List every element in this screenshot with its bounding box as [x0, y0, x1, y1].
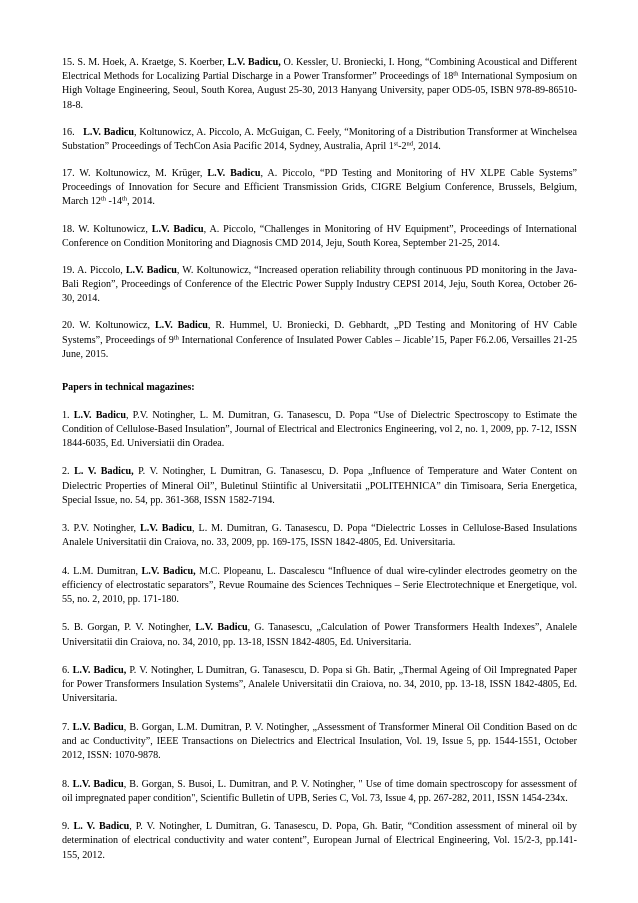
highlighted-author: L. V. Badicu: [73, 821, 130, 833]
entry-text: P.V. Notingher,: [69, 523, 141, 535]
highlighted-author: L.V. Badicu: [72, 778, 124, 790]
highlighted-author: L.V. Badicu,: [227, 57, 281, 68]
entry-text: , L. M. Dumitran, G. Tanasescu, D. Popa “Dielectric Losses in Cellulose-Based Insulations Analele Universitatii din Craiova, no. 33, 2009, pp. 169-175, ISSN 1842-4805, Ed. Universitaria.: [62, 523, 577, 549]
entry-text: L.M. Dumitran,: [69, 565, 142, 577]
document-page: [62, 56, 577, 877]
magazine-entry-6: [62, 664, 577, 707]
entry-number: 4.: [62, 565, 70, 577]
entry-text: , R. Hummel, U. Broniecki, D. Gebhardt, „PD Testing and Monitoring of HV Cable Systems”, Proceedings of 9: [62, 320, 577, 346]
entry-text: -2: [398, 140, 407, 152]
entry-number: 7.: [62, 721, 70, 733]
reference-entry-20: [62, 319, 577, 362]
entry-text: , B. Gorgan, S. Busoi, L. Dumitran, and P. V. Notingher, " Use of time domain spectroscopy for assessment of oil impregnated paper condition", Scientific Bulletin of UPB, Series C, Vol. 73, Issue 4, pp. 267-282, 2011, ISSN 1454-234x.: [62, 778, 577, 804]
ordinal-suffix: th: [122, 195, 128, 203]
ordinal-suffix: th: [100, 195, 107, 203]
ordinal-suffix: nd: [406, 140, 414, 148]
magazine-entry-1: [62, 409, 577, 452]
entry-text: W. Koltunowicz,: [74, 320, 155, 332]
reference-entry-18: [62, 223, 577, 251]
entry-text: , A. Piccolo, “Challenges in Monitoring of HV Equipment”, Proceedings of International Conference on Condition Monitoring and Diagnosis CMD 2014, Jeju, South Korea, September 21-25, 2014.: [62, 223, 577, 249]
entry-text: , P. V. Notingher, L Dumitran, G. Tanasescu, D. Popa, Gh. Batir, “Condition assessment of mineral oil by determination of electrical conductivity and water content”, European Jurnal of Electrical Engineering, Vol. 15/2-3, pp.141-155, 2012.: [62, 821, 577, 861]
entry-number: 20.: [62, 320, 75, 332]
highlighted-author: L.V. Badicu: [140, 523, 193, 535]
entry-number: 16.: [62, 126, 75, 138]
entry-text: S. M. Hoek, A. Kraetge, S. Koerber,: [74, 57, 228, 68]
magazine-entry-9: [62, 820, 577, 863]
entry-number: 15.: [62, 57, 75, 68]
magazine-entry-5: [62, 621, 577, 649]
magazine-entry-8: [62, 778, 577, 806]
highlighted-author: L.V. Badicu: [207, 168, 261, 179]
highlighted-author: L.V. Badicu: [72, 721, 124, 733]
entry-number: 19.: [62, 264, 75, 276]
highlighted-author: L.V. Badicu: [151, 223, 204, 235]
reference-entry-16: [62, 126, 577, 154]
ordinal-suffix: th: [173, 334, 179, 341]
entry-number: 5.: [62, 622, 70, 634]
entry-text: , Koltunowicz, A. Piccolo, A. McGuigan, C. Feely, “Monitoring of a Distribution Transformer at Winchelsea Substation” Proceedings of TechCon Asia Pacific 2014, Sydney, Australia, April 1: [62, 126, 578, 152]
magazine-entry-7: [62, 721, 577, 764]
entry-text: A. Piccolo,: [74, 264, 126, 276]
entry-text: International Conference of Insulated Power Cables – Jicable’15, Paper F6.2.06, Versailles 21-25 June, 2015.: [62, 334, 577, 360]
entry-number: 6.: [62, 665, 70, 677]
entry-text: , 2014.: [413, 140, 441, 152]
entry-text: , G. Tanasescu, „Calculation of Power Transformers Health Indexes”, Analele Universitatii din Craiova, no. 34, 2010, pp. 13-18, ISSN 1842-4805, Ed. Universitaria.: [62, 622, 577, 648]
highlighted-author: L. V. Badicu,: [74, 466, 134, 478]
magazine-list: [62, 409, 577, 863]
entry-text: W. Koltunowicz, M. Krüger,: [74, 168, 208, 179]
highlighted-author: L.V. Badicu,: [72, 665, 127, 677]
entry-number: 17.: [62, 168, 75, 179]
highlighted-author: L.V. Badicu,: [141, 565, 196, 577]
entry-number: 8.: [62, 778, 70, 790]
entry-text: B. Gorgan, P. V. Notingher,: [69, 622, 196, 634]
entry-number: 2.: [62, 466, 70, 478]
magazine-entry-3: [62, 522, 577, 550]
conference-list: [62, 56, 577, 362]
entry-text: International Symposium on High Voltage Engineering, Seoul, South Korea, August 25-30, 2013 Hanyang University, paper OD5-05, ISBN 978-89-86510-18-8.: [62, 71, 577, 111]
entry-text: [75, 127, 83, 138]
ordinal-suffix: th: [453, 70, 459, 78]
reference-entry-19: [62, 264, 577, 307]
highlighted-author: L.V. Badicu: [125, 264, 177, 276]
entry-text: P. V. Notingher, L Dumitran, G. Tanasescu, D. Popa „Influence of Temperature and Water Content on Dielectric Properties of Mineral Oil”, Buletinul Stiintific al Universitatii „POLITEHNICA” din Timisoara, Seria Energetica, Special Issue, no. 54, pp. 361-368, ISSN 1582-7194.: [62, 466, 577, 506]
entry-text: M.C. Plopeanu, L. Dascalescu “Influence of dual wire-cylinder electrodes geometry on the efficiency of electrostatic separators”, Revue Roumaine des Sciences Techniques – Serie Electrotechnique et Energetique, vol. 55, no. 2, 2010, pp. 171-180.: [62, 565, 577, 606]
entry-text: , P.V. Notingher, L. M. Dumitran, G. Tanasescu, D. Popa “Use of Dielectric Spectroscopy to Estimate the Condition of Cellulose-Based Insulation”, Journal of Electrical and Electronics Engineering, vol 2, no. 1, 2009, pp. 7-12, ISSN 1844-6035, Ed. Universiatii din Oradea.: [62, 409, 577, 449]
ordinal-suffix: st: [393, 140, 399, 148]
entry-number: 9.: [62, 821, 70, 833]
highlighted-author: L.V. Badicu: [195, 622, 248, 634]
entry-text: -14: [106, 196, 123, 208]
section-heading: Papers in technical magazines:: [62, 381, 195, 393]
entry-number: 3.: [62, 523, 70, 535]
entry-number: 18.: [62, 223, 75, 235]
magazine-entry-2: [62, 465, 577, 508]
entry-text: , W. Koltunowicz, “Increased operation reliability through continuous PD monitoring in the Java-Bali Region”, Proceedings of Conference of the Electric Power Supply Industry CEPSI 2014, Jeju, South Korea, October 26-30, 2014.: [62, 264, 577, 305]
reference-entry-17: [62, 167, 577, 210]
entry-text: W. Koltunowicz,: [74, 223, 152, 235]
highlighted-author: L.V. Badicu: [154, 320, 208, 332]
magazine-entry-4: [62, 565, 577, 608]
entry-number: 1.: [62, 409, 70, 421]
entry-text: P. V. Notingher, L Dumitran, G. Tanasescu, D. Popa si Gh. Batir, „Thermal Ageing of Oil Impregnated Paper for Power Transformers Insulation Systems”, Analele Universitatii din Craiova, no. 34, 2010, pp. 13-18, ISSN 1842-4805, Ed. Universitaria.: [62, 665, 577, 705]
entry-text: , 2014.: [127, 196, 155, 208]
highlighted-author: L.V. Badicu: [83, 126, 134, 138]
reference-entry-15: [62, 56, 577, 113]
entry-text: , A. Piccolo, “PD Testing and Monitoring of HV XLPE Cable Systems” Proceedings of Innovation for Secure and Efficient Transmission Grids, CIGRE Belgium Conference, Brussels, Belgium, March 12: [62, 168, 577, 208]
entry-text: , B. Gorgan, L.M. Dumitran, P. V. Notingher, „Assessment of Transformer Mineral Oil Condition Based on dc and ac Conductivity”, IEEE Transactions on Dielectrics and Electrical Insulation, Vol. 19, Issue 5, pp. 1544-1551, October 2012, ISSN: 1070-9878.: [62, 721, 577, 762]
entry-text: O. Kessler, U. Broniecki, I. Hong, “Combining Acoustical and Different Electrical Methods for Localizing Partial Discharge in a Power Transformer” Proceedings of 18: [62, 57, 578, 83]
highlighted-author: L.V. Badicu: [73, 409, 126, 421]
